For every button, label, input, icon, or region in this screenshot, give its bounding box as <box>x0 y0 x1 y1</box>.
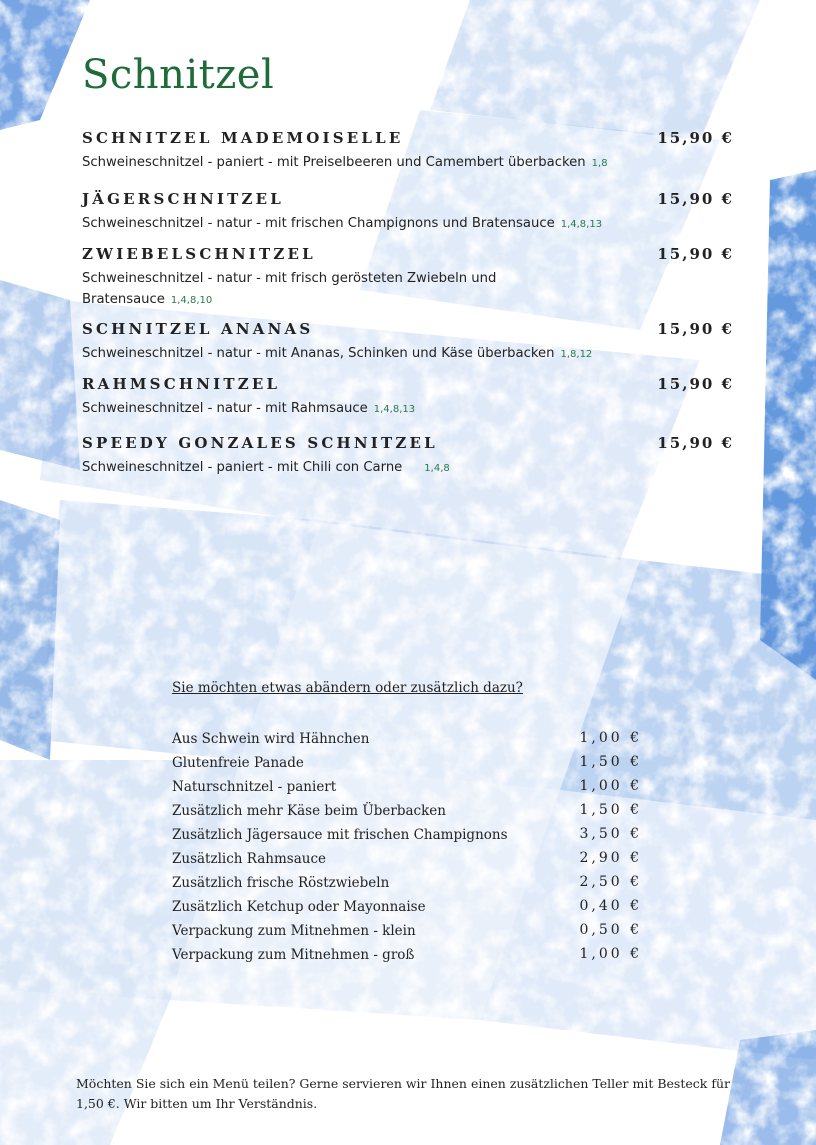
menu-item <box>82 128 742 174</box>
extra-price: 2,50 € <box>579 874 642 890</box>
menu-item-name: RAHMSCHNITZEL <box>82 375 281 393</box>
extra-price: 1,00 € <box>579 946 642 962</box>
extra-price: 3,50 € <box>579 826 642 842</box>
extra-row <box>172 918 642 942</box>
extra-label: Zusätzlich Ketchup oder Mayonnaise <box>172 899 426 915</box>
extra-row <box>172 750 642 774</box>
extra-label: Naturschnitzel - paniert <box>172 779 337 795</box>
menu-item-price: 15,90 € <box>657 434 734 452</box>
menu-item-name: JÄGERSCHNITZEL <box>82 190 285 208</box>
menu-item-price: 15,90 € <box>657 190 734 208</box>
menu-item-name: ZWIEBELSCHNITZEL <box>82 245 316 263</box>
menu-item-price: 15,90 € <box>657 129 734 147</box>
menu-item-price: 15,90 € <box>657 320 734 338</box>
extra-row <box>172 894 642 918</box>
extras-section <box>172 680 642 966</box>
menu-item <box>82 319 742 365</box>
extra-price: 0,40 € <box>579 898 642 914</box>
extra-row <box>172 870 642 894</box>
extra-row <box>172 822 642 846</box>
menu-item-description: Schweineschnitzel - natur - mit Rahmsauce 1,4,8,13 <box>82 401 416 416</box>
page-title: Schnitzel <box>82 52 275 98</box>
extra-label: Verpackung zum Mitnehmen - groß <box>172 947 415 963</box>
allergen-codes: 1,4,8,13 <box>560 219 603 230</box>
footer-note: Möchten Sie sich ein Menü teilen? Gerne servieren wir Ihnen einen zusätzlichen Teller mit Besteck für 1,50 €. Wir bitten um Ihr Verständnis. <box>76 1076 730 1111</box>
menu-item-description: Schweineschnitzel - natur - mit Ananas, Schinken und Käse überbacken 1,8,12 <box>82 346 593 361</box>
menu-item <box>82 244 742 311</box>
extra-row <box>172 726 642 750</box>
menu-item-description: Schweineschnitzel - paniert - mit Preiselbeeren und Camembert überbacken 1,8 <box>82 155 608 170</box>
extra-label: Zusätzlich Rahmsauce <box>172 851 327 867</box>
extra-label: Glutenfreie Panade <box>172 755 304 771</box>
extra-price: 2,90 € <box>579 850 642 866</box>
extra-label: Zusätzlich mehr Käse beim Überbacken <box>172 803 446 819</box>
allergen-codes: 1,4,8,13 <box>373 404 416 415</box>
menu-item-name: SCHNITZEL ANANAS <box>82 320 314 338</box>
extra-row <box>172 798 642 822</box>
menu-item-description: Schweineschnitzel - natur - mit frischen Champignons und Bratensauce 1,4,8,13 <box>82 216 603 231</box>
extra-label: Aus Schwein wird Hähnchen <box>172 731 370 747</box>
allergen-codes: 1,8 <box>591 158 608 169</box>
extra-label: Zusätzlich frische Röstzwiebeln <box>172 875 390 891</box>
extra-price: 1,00 € <box>579 730 642 746</box>
extra-price: 1,00 € <box>579 778 642 794</box>
extra-price: 0,50 € <box>579 922 642 938</box>
extras-heading: Sie möchten etwas abändern oder zusätzlich dazu? <box>172 680 523 696</box>
menu-item-name: SPEEDY GONZALES SCHNITZEL <box>82 434 438 452</box>
allergen-codes: 1,4,8,10 <box>170 295 213 306</box>
menu-item-name: SCHNITZEL MADEMOISELLE <box>82 129 404 147</box>
extra-price: 1,50 € <box>579 802 642 818</box>
menu-item <box>82 374 742 420</box>
extra-price: 1,50 € <box>579 754 642 770</box>
extra-label: Verpackung zum Mitnehmen - klein <box>172 923 416 939</box>
menu-item <box>82 433 742 479</box>
extra-row <box>172 774 642 798</box>
menu-item-price: 15,90 € <box>657 375 734 393</box>
extra-label: Zusätzlich Jägersauce mit frischen Champignons <box>172 827 508 843</box>
menu-item <box>82 189 742 235</box>
extra-row <box>172 846 642 870</box>
extra-row <box>172 942 642 966</box>
allergen-codes: 1,8,12 <box>560 349 593 360</box>
allergen-codes: 1,4,8 <box>424 463 450 474</box>
menu-item-description: Schweineschnitzel - paniert - mit Chili con Carne 1,4,8 <box>82 460 450 475</box>
menu-item-price: 15,90 € <box>657 245 734 263</box>
menu-item-description: Schweineschnitzel - natur - mit frisch gerösteten Zwiebeln und Bratensauce 1,4,8,10 <box>82 271 497 307</box>
